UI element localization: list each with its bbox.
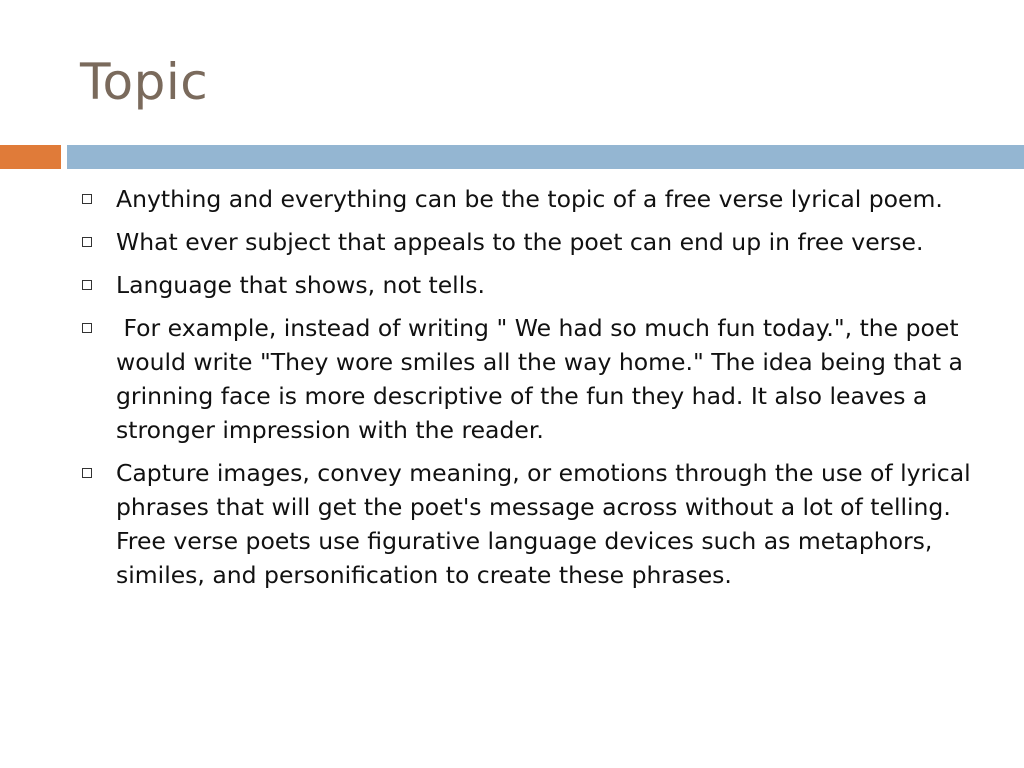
bullet-item <box>78 268 978 302</box>
accent-bar <box>0 145 61 169</box>
bullet-text: Language that shows, not tells. <box>116 271 485 299</box>
bullet-item <box>78 311 978 447</box>
square-bullet-icon <box>82 323 92 333</box>
title-underline-bar <box>67 145 1024 169</box>
bullet-item <box>78 456 978 592</box>
bullet-item <box>78 182 978 216</box>
square-bullet-icon <box>82 194 92 204</box>
bullet-text: What ever subject that appeals to the poet can end up in free verse. <box>116 228 924 256</box>
square-bullet-icon <box>82 280 92 290</box>
bullet-text: Anything and everything can be the topic of a free verse lyrical poem. <box>116 185 943 213</box>
square-bullet-icon <box>82 468 92 478</box>
slide-title: Topic <box>80 53 209 111</box>
bullet-text: For example, instead of writing " We had so much fun today.", the poet would write "They wore smiles all the way home." The idea being that a grinning face is more descriptive of the fun they had. It also leaves a stronger impression with the reader. <box>116 314 971 444</box>
bullet-text: Capture images, convey meaning, or emotions through the use of lyrical phrases that will get the poet's message across without a lot of telling. Free verse poets use figurative language devices such as metaphors, similes, and personification to create these phrases. <box>116 459 979 589</box>
bullet-list <box>78 182 978 601</box>
square-bullet-icon <box>82 237 92 247</box>
bullet-item <box>78 225 978 259</box>
